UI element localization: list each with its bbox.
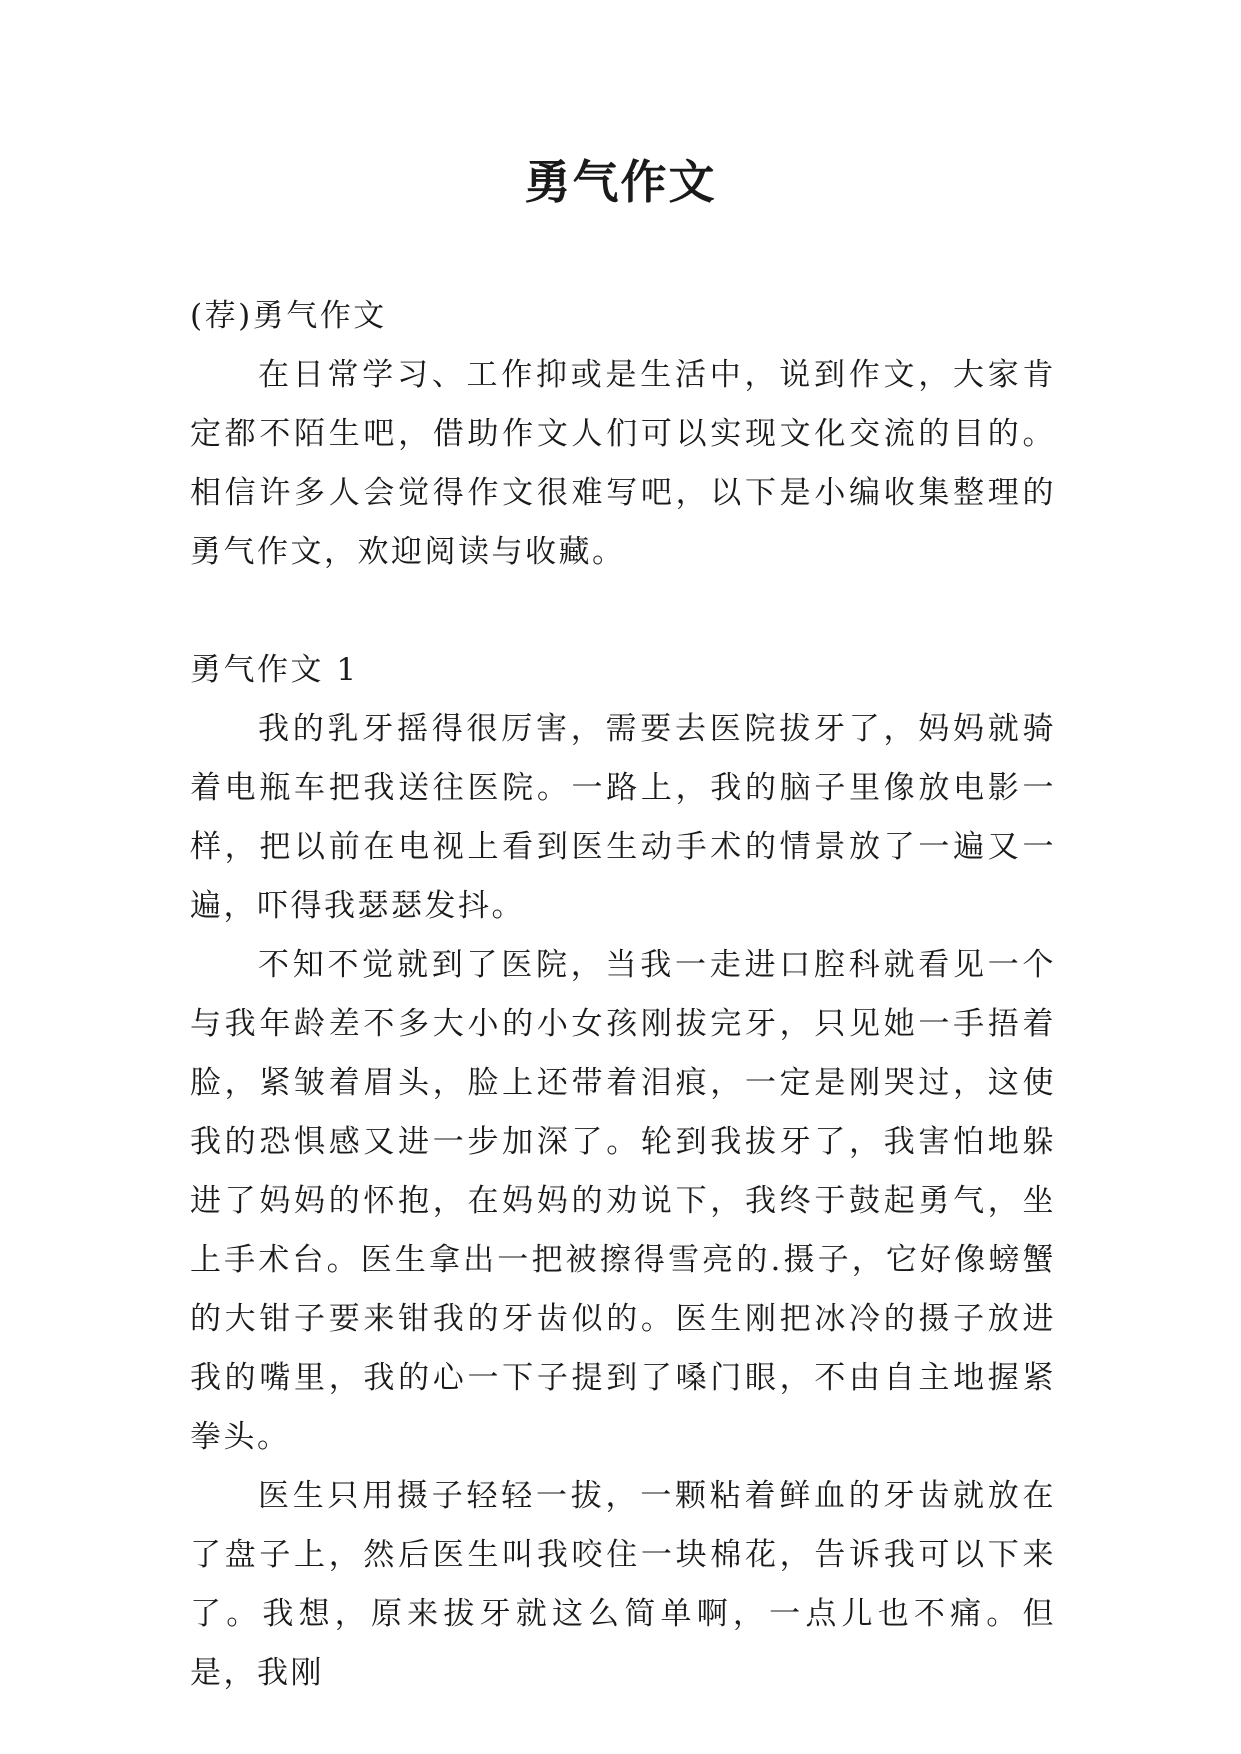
page-title: 勇气作文: [524, 155, 717, 209]
body-paragraph: 医生只用摄子轻轻一拔，一颗粘着鲜血的牙齿就放在了盘子上，然后医生叫我咬住一块棉花，告诉我可以下来了。我想，原来拔牙就这么简单啊，一点儿也不痛。但是，我刚: [190, 1478, 1056, 1691]
document-subtitle: (荐)勇气作文: [190, 298, 387, 334]
body-paragraph: 我的乳牙摇得很厉害，需要去医院拔牙了，妈妈就骑着电瓶车把我送往医院。一路上，我的脑子里像放电影一样，把以前在电视上看到医生动手术的情景放了一遍又一遍，吓得我瑟瑟发抖。: [190, 711, 1056, 924]
document-body: [190, 287, 1056, 1703]
section-heading: 勇气作文 1: [190, 652, 359, 688]
intro-paragraph: 在日常学习、工作抑或是生活中，说到作文，大家肯定都不陌生吧，借助作文人们可以实现文化交流的目的。相信许多人会觉得作文很难写吧，以下是小编收集整理的勇气作文，欢迎阅读与收藏。: [190, 357, 1056, 570]
section-spacer: [190, 582, 1056, 641]
body-paragraph: 不知不觉就到了医院，当我一走进口腔科就看见一个与我年龄差不多大小的小女孩刚拔完牙，只见她一手捂着脸，紧皱着眉头，脸上还带着泪痕，一定是刚哭过，这使我的恐惧感又进一步加深了。轮到我拔牙了，我害怕地躲进了妈妈的怀抱，在妈妈的劝说下，我终于鼓起勇气，坐上手术台。医生拿出一把被擦得雪亮的.摄子，它好像螃蟹的大钳子要来钳我的牙齿似的。医生刚把冰冷的摄子放进我的嘴里，我的心一下子提到了嗓门眼，不由自主地握紧拳头。: [190, 947, 1056, 1455]
